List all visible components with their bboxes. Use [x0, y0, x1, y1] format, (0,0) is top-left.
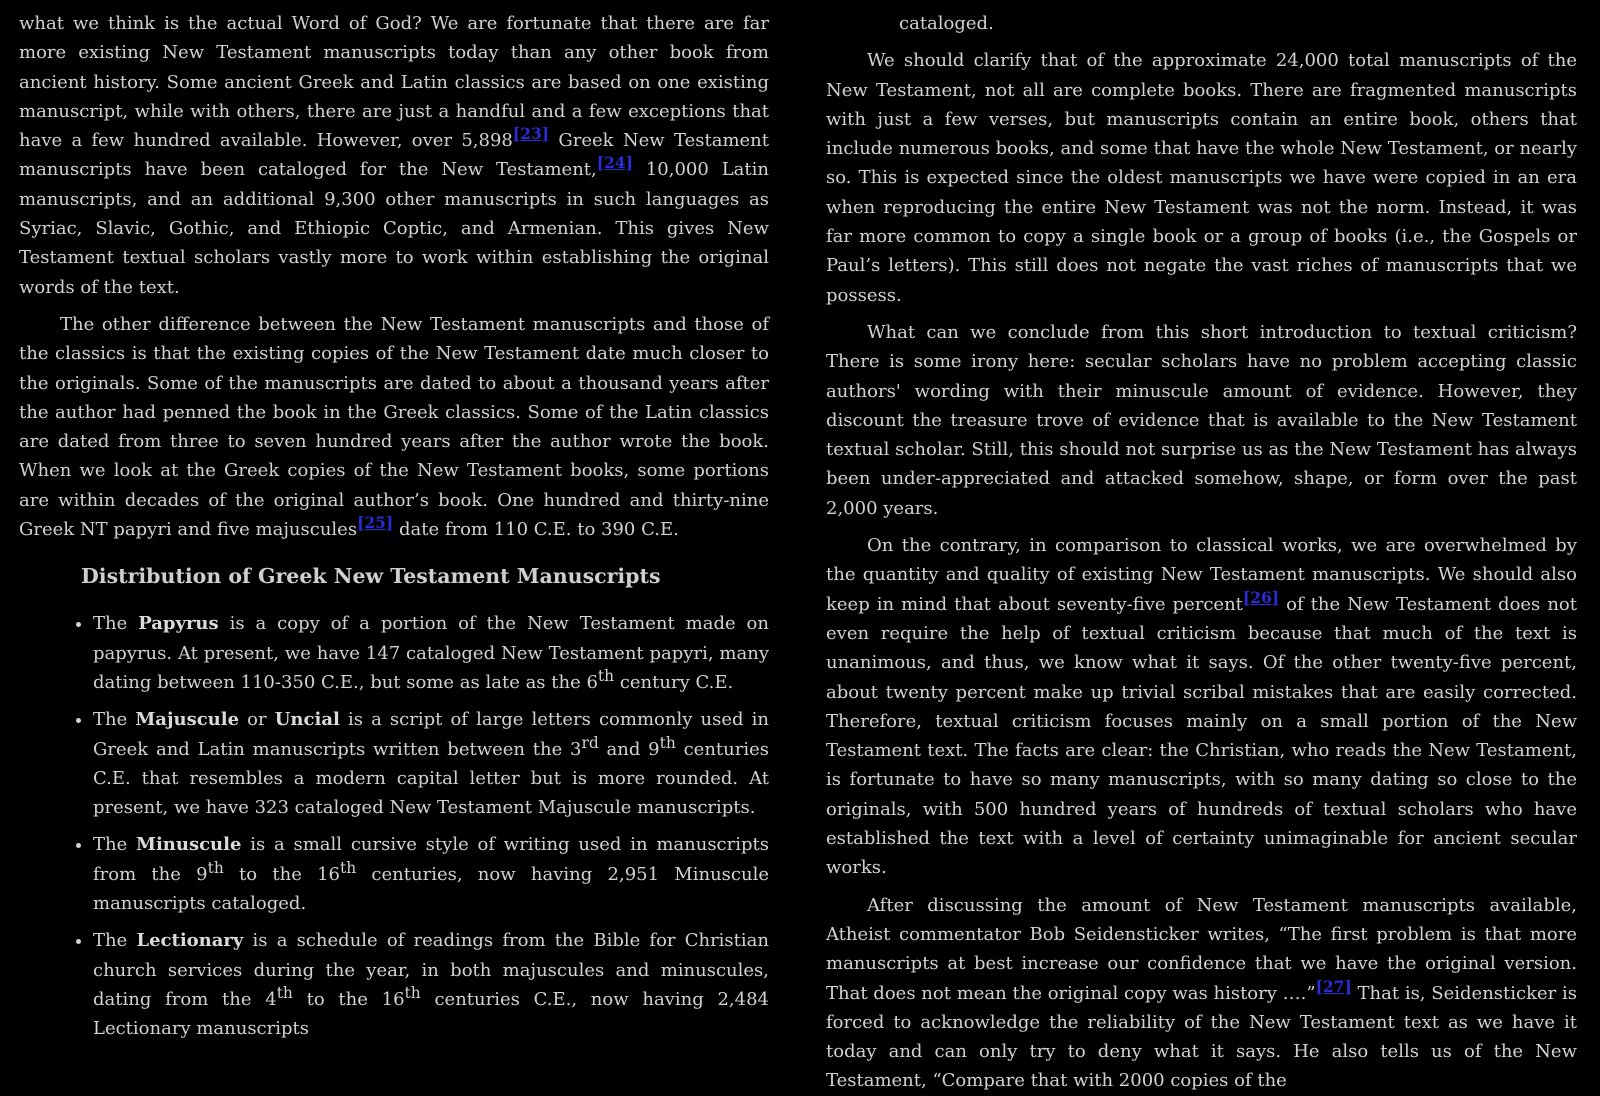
paragraph: [19, 9, 769, 302]
text: The other difference between the New Testament manuscripts and those of the classics is that the existing copies of the New Testament date much closer to the originals. Some of the manuscripts are dated to about a thousand years after the author had penned the book in the Greek classics. Some of the Latin classics are dated from three to seven hundred years after the author wrote the book. When we look at the Greek copies of the New Testament books, some portions are within decades of the original author’s book. One hundred and thirty-nine Greek NT papyri and five majuscules: [19, 313, 769, 541]
text: centuries C.E., now having 2,484 Lectionary manuscripts: [93, 988, 769, 1040]
text: century C.E.: [614, 671, 734, 693]
ordinal-suffix: rd: [581, 733, 599, 752]
text: of the New Testament does not even require the help of textual criticism because that much of the text is unanimous, and thus, we know what it says. Of the other twenty-five percent, about twenty percent make up trivial scribal mistakes that are easily corrected. Therefore, textual criticism focuses mainly on a small portion of the New Testament text. The facts are clear: the Christian, who reads the New Testament, is fortunate to have so many manuscripts, with so many dating so close to the originals, with 500 hundred years of hundreds of textual scholars who have established the text with a level of certainty unimaginable for ancient secular works.: [826, 593, 1577, 879]
term-lectionary: Lectionary: [136, 930, 244, 952]
footnote-ref[interactable]: [357, 514, 393, 532]
footnote-link-23[interactable]: [23]: [512, 124, 550, 144]
paragraph: [826, 891, 1577, 1096]
list-item-lectionary: [93, 926, 769, 1043]
ordinal-suffix: th: [276, 983, 293, 1002]
text: to the 16: [292, 988, 405, 1010]
text: After discussing the amount of New Testament manuscripts available, Atheist commentator Bob Seidensticker writes, “The first problem is that more manuscripts at best increase our confidence that we have the original version. That does not mean the original copy was history ….”: [826, 894, 1577, 1004]
ordinal-suffix: th: [340, 858, 357, 877]
paragraph-continuation: cataloged.: [899, 13, 994, 34]
text: to the 16: [223, 863, 340, 885]
list-item-minuscule: [93, 830, 769, 918]
list-item-papyrus: [93, 609, 769, 697]
ordinal-suffix: th: [404, 983, 421, 1002]
footnote-link-24[interactable]: [24]: [596, 153, 633, 173]
text: On the contrary, in comparison to classical works, we are overwhelmed by the quantity and quality of existing New Testament manuscripts. We should also keep in mind that about seventy-five percent: [826, 535, 1577, 615]
text: or: [239, 709, 275, 731]
paragraph: [826, 531, 1577, 883]
footnote-link-27[interactable]: [27]: [1315, 976, 1352, 996]
text: what we think is the actual Word of God? We are fortunate that there are far more existing New Testament manuscripts today than any other book from ancient history. Some ancient Greek and Latin classics are based on one existing manuscript, while with others, there are just a handful and a few exceptions that have a few hundred available. However, over 5,898: [19, 13, 769, 152]
text: is a copy of a portion of the New Testament made on papyrus. At present, we have 147 cataloged New Testament papyri, many dating between 110-350 C.E., but some as late as the 6: [93, 613, 769, 693]
text: The: [93, 834, 137, 856]
ordinal-suffix: th: [207, 858, 224, 877]
text: 10,000 Latin manuscripts, and an additional 9,300 other manuscripts in such languages as Syriac, Slavic, Gothic, and Ethiopic Coptic, and Armenian. This gives New Testament textual scholars vastly more to work within establishing the original words of the text.: [19, 159, 769, 298]
text: That is, Seidensticker is forced to acknowledge the reliability of the New Testament text as we have it today and can only try to deny what it says. He also tells us of the New Testament, “Compare that with 2000 copies of the: [826, 982, 1577, 1092]
term-minuscule: Minuscule: [136, 834, 242, 856]
paragraph: What can we conclude from this short introduction to textual criticism? There is some irony here: secular scholars have no problem accepting classic authors' wording with their minuscule amount of evidence. However, they discount the treasure trove of evidence that is available to the New Testament textual scholar. Still, this should not surprise us as the New Testament has always been under-appreciated and attacked somehow, shape, or form over the past 2,000 years.: [826, 321, 1577, 519]
text: The: [93, 709, 136, 731]
text: Greek New Testament manuscripts have been cataloged for the New Testament,: [19, 130, 769, 181]
ordinal-suffix: th: [597, 666, 615, 685]
text: is a schedule of readings from the Bible for Christian church services during the year, in both majuscules and minuscules, dating from the 4: [93, 930, 769, 1010]
footnote-ref[interactable]: [1316, 978, 1352, 996]
ordinal-suffix: th: [659, 733, 676, 752]
term-uncial: Uncial: [274, 709, 340, 731]
text: centuries, now having 2,951 Minuscule manuscripts cataloged.: [93, 863, 769, 915]
right-page: [826, 0, 1577, 1092]
paragraph: We should clarify that of the approximate 24,000 total manuscripts of the New Testament, not all are complete books. There are fragmented manuscripts with just a few verses, but manuscripts contain an entire book, others that include numerous books, and some that have the whole New Testament, or nearly so. This is expected since the oldest manuscripts we have were copied in an era when reproducing the entire New Testament was not the norm. Instead, it was far more common to copy a single book or a group of books (i.e., the Gospels or Paul’s letters). This still does not negate the vast riches of manuscripts that we possess.: [826, 50, 1577, 306]
text: The: [93, 930, 137, 952]
term-majuscule: Majuscule: [135, 709, 240, 731]
left-page: [19, 0, 769, 1040]
paragraph: [19, 310, 769, 544]
term-papyrus: Papyrus: [138, 613, 219, 635]
text: centuries C.E. that resembles a modern capital letter but is more rounded. At present, we have 323 cataloged New Testament Majuscule manuscripts.: [93, 738, 769, 819]
text: is a small cursive style of writing used in manuscripts from the 9: [93, 834, 769, 885]
text: and 9: [598, 738, 660, 760]
footnote-link-26[interactable]: [26]: [1242, 587, 1280, 607]
text: is a script of large letters commonly used in Greek and Latin manuscripts written between the 3: [93, 709, 769, 760]
footnote-ref[interactable]: [513, 125, 549, 143]
text: date from 110 C.E. to 390 C.E.: [393, 519, 679, 541]
list-item-majuscule: [93, 705, 769, 822]
footnote-ref[interactable]: [1243, 589, 1279, 607]
section-heading: Distribution of Greek New Testament Manuscripts: [81, 564, 661, 589]
footnote-ref[interactable]: [597, 154, 633, 172]
footnote-link-25[interactable]: [25]: [357, 513, 394, 533]
text: The: [93, 613, 139, 635]
distribution-list: [19, 609, 769, 1043]
